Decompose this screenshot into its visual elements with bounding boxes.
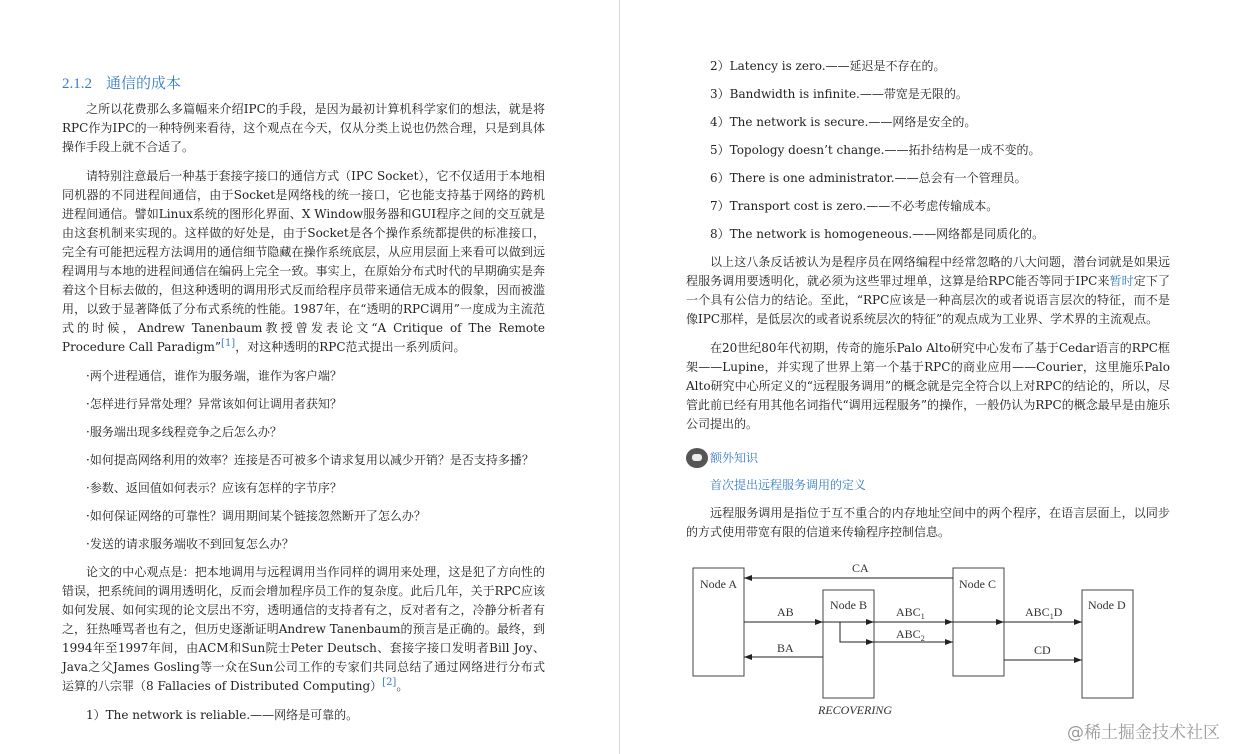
fallacy-item: 4）The network is secure.——网络是安全的。 (710, 115, 977, 129)
question-item: ·怎样进行异常处理？异常该如何让调用者获知？ (86, 397, 342, 411)
label-abc1: ABC (896, 605, 921, 619)
section-number: 2.1.2 (62, 76, 92, 92)
label-ba: BA (777, 641, 794, 655)
recovering-label: RECOVERING (818, 703, 892, 717)
branch-line (840, 622, 874, 642)
right-paragraph-1 (686, 253, 1170, 329)
question-item: ·如何提高网络利用的效率？连接是否可被多个请求复用以减少开销？是否支持多播？ (86, 453, 534, 467)
inline-link[interactable]: 暂时 (1109, 274, 1134, 288)
paragraph-text: 定下了一个具有公信力的结论。至此，“RPC应该是一种高层次的或者说语言层次的特征，而不是像IPC那样，是低层次的或者说系统层次的特征”的观点成为工业界、学术界的主流观点。 (686, 274, 1170, 326)
fallacy-item: 2）Latency is zero.——延迟是不存在的。 (710, 59, 946, 73)
right-paragraph-2: 在20世纪80年代初期，传奇的施乐Palo Alto研究中心发布了基于Cedar语言的RPC框架——Lupine，并实现了世界上第一个基于RPC的商业应用——Courier，这里施乐Palo Alto研究中心所定义的“远程服务调用”的概念就是完全符合以上对RPC的结论的，所以，尽管此前已经有用其他名词指代“调用远程服务”的操作，一般仍认为RPC的概念最早是由施乐公司提出的。 (686, 341, 1170, 431)
watermark: @稀土掘金技术社区 (1067, 723, 1220, 743)
left-page (62, 0, 545, 734)
paragraph-text: 。 (396, 679, 409, 693)
fallacy-item: 5）Topology doesn’t change.——拓扑结构是一成不变的。 (710, 143, 1041, 157)
reference-link[interactable]: [2] (382, 677, 397, 688)
section-title: 通信的成本 (106, 76, 182, 92)
subscript: 1 (1049, 612, 1054, 621)
fallacy-item: 3）Bandwidth is infinite.——带宽是无限的。 (710, 87, 968, 101)
question-item: ·参数、返回值如何表示？应该有怎样的字节序？ (86, 481, 342, 495)
label-ca: CA (852, 561, 869, 575)
extra-knowledge-title: 首次提出远程服务调用的定义 (710, 478, 867, 492)
question-item: ·两个进程通信，谁作为服务端，谁作为客户端？ (86, 369, 342, 383)
label-abc1d: ABC (1025, 605, 1050, 619)
label-abc2: ABC (896, 627, 921, 641)
rpc-diagram (680, 552, 1160, 722)
fallacy-item: 8）The network is homogeneous.——网络都是同质化的。 (710, 227, 1045, 241)
paragraph-text: ，对这种透明的RPC范式提出一系列质问。 (235, 340, 466, 354)
label-abc1d-tail: D (1053, 605, 1063, 619)
subscript: 1 (920, 612, 925, 621)
node-b-label: Node B (830, 598, 867, 612)
subscript: 2 (920, 634, 925, 643)
left-paragraph-3 (62, 563, 545, 696)
paragraph-text: 以上这八条反话被认为是程序员在网络编程中经常忽略的八大问题，潜台词就是如果远程服务调用要透明化，就必须为这些罪过埋单，这算是给RPC能否等同于IPC来 (686, 255, 1170, 288)
fallacy-item: 6）There is one administrator.——总会有一个管理员。 (710, 171, 1027, 185)
label-ab: AB (777, 605, 794, 619)
right-page (686, 0, 1220, 744)
question-item: ·服务端出现多线程竞争之后怎么办？ (86, 425, 282, 439)
svg-text:ABC1 (896, 605, 925, 621)
extra-knowledge-icon (686, 448, 708, 468)
right-paragraph-3: 远程服务调用是指位于互不重合的内存地址空间中的两个程序，在语言层面上，以同步的方式使用带宽有限的信道来传输程序控制信息。 (686, 506, 1170, 539)
fallacy-item: 7）Transport cost is zero.——不必考虑传输成本。 (710, 199, 999, 213)
fallacy-item: 1）The network is reliable.——网络是可靠的。 (86, 708, 359, 722)
svg-text:ABC2 (896, 627, 925, 643)
section-heading (62, 74, 545, 94)
left-paragraph-1: 之所以花费那么多篇幅来介绍IPC的手段，是因为最初计算机科学家们的想法，就是将RPC作为IPC的一种特例来看待，这个观点在今天，仅从分类上说也仍然合理，只是到具体操作手段上就不合适了。 (62, 102, 545, 154)
node-c-label: Node C (959, 577, 996, 591)
page-divider (619, 0, 620, 754)
svg-text:ABC1D (1025, 605, 1063, 621)
paragraph-text: 论文的中心观点是：把本地调用与远程调用当作同样的调用来处理，这是犯了方向性的错误，把系统间的调用透明化，反而会增加程序员工作的复杂度。此后几年，关于RPC应该如何发展、如何实现的论文层出不穷，透明通信的支持者有之，反对者有之，冷静分析者有之，狂热唾骂者也有之，但历史逐渐证明Andrew Tanenbaum的预言是正确的。最终，到1994年至1997年间，由ACM和Sun院士Peter Deutsch、套接字接口发明者Bill Joy、Java之父James Gosling等一众在Sun公司工作的专家们共同总结了通过网络进行分布式运算的八宗罪（8 Fallacies of Distributed Computing） (62, 565, 545, 693)
extra-knowledge-label: 额外知识 (710, 451, 759, 465)
reference-link[interactable]: [1] (221, 338, 236, 349)
paragraph-text: 请特别注意最后一种基于套接字接口的通信方式（IPC Socket），它不仅适用于本地相同机器的不同进程间通信，由于Socket是网络栈的统一接口，它也能支持基于网络的跨机进程间通信。譬如Linux系统的图形化界面、X Window服务器和GUI程序之间的交互就是由这套机制来实现的。这样做的好处是，由于Socket是各个操作系统都提供的标准接口，完全有可能把远程方法调用的通信细节隐藏在操作系统底层，从应用层面上来看可以做到远程调用与本地的进程间通信在编码上完全一致。事实上，在原始分布式时代的早期确实是奔着这个目标去做的，但这种透明的调用形式反而给程序员带来通信无成本的假象，因而被滥用，以致于显著降低了分布式系统的性能。1987年，在“透明的RPC调用”一度成为主流范式的时候，Andrew Tanenbaum教授曾发表论文“A Critique of The Remote Procedure Call Paradigm” (62, 169, 545, 354)
node-a-label: Node A (700, 577, 737, 591)
left-paragraph-2 (62, 167, 545, 357)
label-cd: CD (1034, 643, 1051, 657)
question-item: ·发送的请求服务端收不到回复怎么办？ (86, 537, 294, 551)
question-item: ·如何保证网络的可靠性？调用期间某个链接忽然断开了怎么办？ (86, 509, 426, 523)
extra-knowledge-header (686, 448, 1170, 468)
node-d-label: Node D (1088, 598, 1126, 612)
